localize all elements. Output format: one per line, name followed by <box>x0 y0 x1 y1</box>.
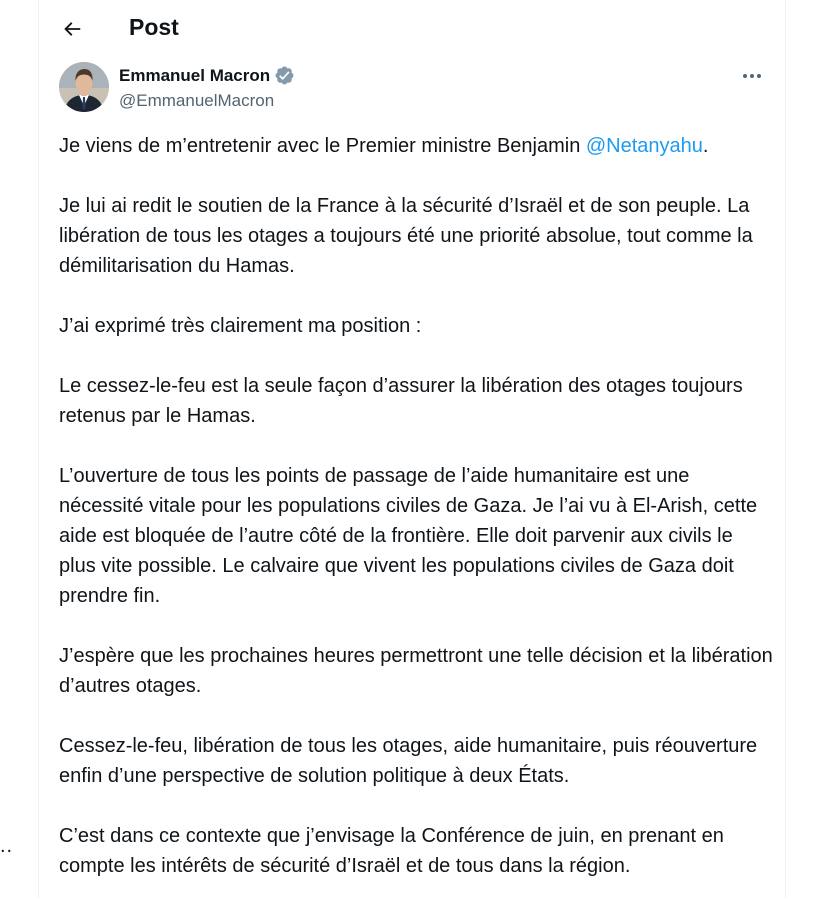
post-paragraph-3: J’ai exprimé très clairement ma position : <box>59 315 422 337</box>
mention-link[interactable]: @Netanyahu <box>585 135 703 157</box>
page-title: Post <box>129 14 179 40</box>
display-name-row <box>119 65 295 86</box>
post-paragraph-1 <box>59 131 774 161</box>
more-dot-icon <box>757 74 761 78</box>
display-name[interactable]: Emmanuel Macron <box>119 65 271 85</box>
post-paragraph-1-text: Je viens de m’entretenir avec le Premier ministre Benjamin <box>59 135 586 157</box>
post-paragraph-6: J’espère que les prochaines heures permettront une telle décision et la libération d’autres otages. <box>59 645 773 697</box>
back-arrow-icon <box>61 18 83 40</box>
more-dot-icon <box>743 74 747 78</box>
user-handle[interactable]: @EmmanuelMacron <box>119 91 275 110</box>
post-paragraph-2: Je lui ai redit le soutien de la France à la sécurité d’Israël et de son peuple. La libération de tous les otages a toujours été une priorité absolue, tout comme la démilitarisation du Hamas. <box>59 195 753 277</box>
verified-badge-icon <box>274 65 295 86</box>
post-paragraph-1-end: . <box>702 135 709 157</box>
avatar[interactable] <box>59 62 109 112</box>
post-text <box>59 131 774 898</box>
more-dot-icon <box>750 74 754 78</box>
left-truncated-text: .. <box>0 835 14 857</box>
author-row <box>39 62 785 122</box>
avatar-portrait-icon <box>59 62 109 112</box>
back-button[interactable] <box>55 12 89 46</box>
post-paragraph-4: Le cessez-le-feu est la seule façon d’assurer la libération des otages toujours retenus par le Hamas. <box>59 375 743 427</box>
post-paragraph-7: Cessez-le-feu, libération de tous les otages, aide humanitaire, puis réouverture enfin d’une perspective de solution politique à deux États. <box>59 735 758 787</box>
post-paragraph-5: L’ouverture de tous les points de passage de l’aide humanitaire est une nécessité vitale pour les populations civiles de Gaza. Je l’ai vu à El-Arish, cette aide est bloquée de l’autre côté de la frontière. Elle doit parvenir aux civils le plus vite possible. Le calvaire que vivent les populations civiles de Gaza doit prendre fin. <box>59 465 758 607</box>
post-paragraph-8: C’est dans ce contexte que j’envisage la Conférence de juin, en prenant en compte les intérêts de sécurité d’Israël et de tous dans la région. <box>59 825 724 877</box>
more-options-button[interactable] <box>737 66 767 86</box>
post-header <box>39 0 785 58</box>
post-column <box>38 0 786 898</box>
